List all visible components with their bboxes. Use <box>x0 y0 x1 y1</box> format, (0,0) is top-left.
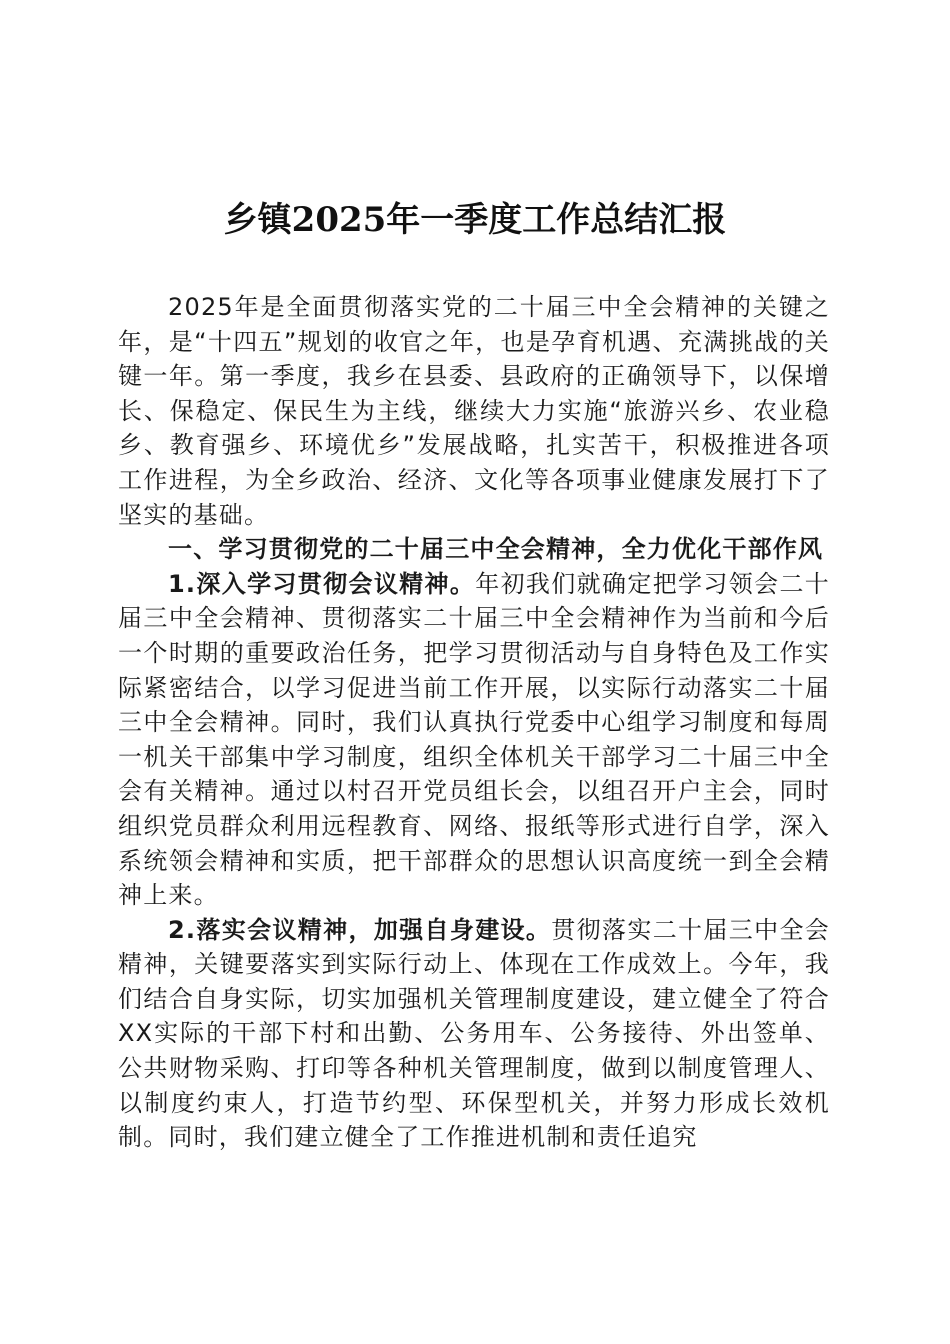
section-item-1 <box>118 567 830 913</box>
item-1-lead: 1.深入学习贯彻会议精神。 <box>168 569 476 598</box>
section-item-2 <box>118 913 830 1155</box>
document-body <box>118 290 830 1155</box>
item-2-lead: 2.落实会议精神，加强自身建设。 <box>168 915 552 944</box>
document-title: 乡镇2025年一季度工作总结汇报 <box>223 200 727 240</box>
item-1-text: 年初我们就确定把学习领会二十届三中全会精神、贯彻落实二十届三中全会精神作为当前和今后一个时期的重要政治任务，把学习贯彻活动与自身特色及工作实际紧密结合，以学习促进当前工作开展，以实际行动落实二十届三中全会精神。同时，我们认真执行党委中心组学习制度和每周一机关干部集中学习制度，组织全体机关干部学习二十届三中全会有关精神。通过以村召开党员组长会，以组召开户主会，同时组织党员群众利用远程教育、网络、报纸等形式进行自学，深入系统领会精神和实质，把干部群众的思想认识高度统一到全会精神上来。 <box>118 569 830 910</box>
intro-paragraph: 2025年是全面贯彻落实党的二十届三中全会精神的关键之年，是“十四五”规划的收官之年，也是孕育机遇、充满挑战的关键一年。第一季度，我乡在县委、县政府的正确领导下，以保增长、保稳定、保民生为主线，继续大力实施“旅游兴乡、农业稳乡、教育强乡、环境优乡”发展战略，扎实苦干，积极推进各项工作进程，为全乡政治、经济、文化等各项事业健康发展打下了坚实的基础。 <box>118 293 830 529</box>
item-2-text: 贯彻落实二十届三中全会精神，关键要落实到实际行动上、体现在工作成效上。今年，我们结合自身实际，切实加强机关管理制度建设，建立健全了符合XX实际的干部下村和出勤、公务用车、公务接待、外出签单、公共财物采购、打印等各种机关管理制度，做到以制度管理人、以制度约束人，打造节约型、环保型机关，并努力形成长效机制。同时，我们建立健全了工作推进机制和责任追究 <box>118 915 831 1152</box>
section-heading: 一、学习贯彻党的二十届三中全会精神，全力优化干部作风 <box>168 535 824 564</box>
